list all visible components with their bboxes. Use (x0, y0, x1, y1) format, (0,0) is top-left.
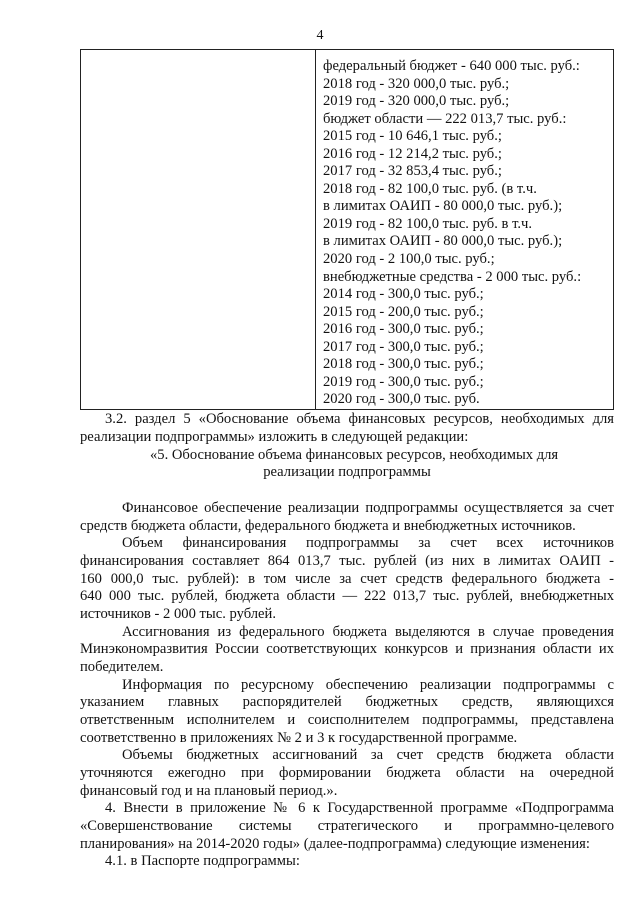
assignments-paragraph-line-3: победителем. (80, 659, 164, 675)
volume-paragraph-line-3: 160 000,0 тыс. рублей): в том числе за счет средств федерального бюджета - (80, 571, 614, 587)
table-cell-line: 2020 год - 2 100,0 тыс. руб.; (323, 251, 495, 268)
table-cell-line: 2018 год - 300,0 тыс. руб.; (323, 356, 484, 373)
volume-paragraph-line-2: финансирования составляет 864 013,7 тыс. рублей (из них в лимитах ОАИП - (80, 553, 614, 569)
table-cell-line: 2020 год - 300,0 тыс. руб. (323, 391, 480, 408)
table-cell-line: 2019 год - 300,0 тыс. руб.; (323, 373, 484, 390)
info-paragraph-line-1: Информация по ресурсному обеспечению реализации подпрограммы с (122, 677, 614, 693)
table-cell-line: 2015 год - 10 646,1 тыс. руб.; (323, 128, 502, 145)
volume-paragraph-line-1: Объем финансирования подпрограммы за счет всех источников (122, 535, 614, 551)
section-heading-line-1: «5. Обоснование объема финансовых ресурсов, необходимых для (150, 447, 559, 463)
volumes-paragraph-line-3: финансовый год и на плановый период.». (80, 783, 338, 799)
table-cell-line: 2017 год - 32 853,4 тыс. руб.; (323, 163, 502, 180)
item-4-1-line-1: 4.1. в Паспорте подпрограммы: (105, 853, 300, 869)
info-paragraph-line-3: ответственным исполнителем и соисполнителем подпрограммы, представлена (80, 712, 614, 728)
table-column-divider (315, 50, 316, 409)
volumes-paragraph-line-1: Объемы бюджетных ассигнований за счет средств бюджета области (122, 747, 614, 763)
financing-paragraph-line-1: Финансовое обеспечение реализации подпрограммы осуществляется за счет (122, 500, 614, 516)
table-cell-line: 2016 год - 300,0 тыс. руб.; (323, 321, 484, 338)
table-cell-line: в лимитах ОАИП - 80 000,0 тыс. руб.); (323, 233, 563, 250)
table-cell-line: 2019 год - 320 000,0 тыс. руб.; (323, 93, 510, 110)
table-cell-line: 2016 год - 12 214,2 тыс. руб.; (323, 145, 502, 162)
table-cell-line: 2014 год - 300,0 тыс. руб.; (323, 286, 484, 303)
financing-paragraph-line-2: средств бюджета области, федерального бюджета и внебюджетных источников. (80, 518, 576, 534)
item-4-line-1: 4. Внести в приложение № 6 к Государственной программе «Подпрограмма (105, 800, 614, 816)
item-4-line-2: «Совершенствование системы стратегического и программно-целевого (80, 818, 614, 834)
volume-paragraph-line-5: источников - 2 000 тыс. рублей. (80, 606, 276, 622)
table-cell-line: федеральный бюджет - 640 000 тыс. руб.: (323, 58, 580, 74)
budget-table (80, 49, 614, 410)
table-cell-line: 2019 год - 82 100,0 тыс. руб. в т.ч. (323, 215, 532, 232)
paragraph-3-2-line-2: реализации подпрограммы» изложить в следующей редакции: (80, 429, 469, 445)
table-cell-line: 2017 год - 300,0 тыс. руб.; (323, 338, 484, 355)
table-cell-line: в лимитах ОАИП - 80 000,0 тыс. руб.); (323, 198, 563, 215)
page-number: 4 (316, 28, 324, 43)
item-4-line-3: планирования» на 2014-2020 годы» (далее-подпрограмма) следующие изменения: (80, 836, 590, 852)
table-cell-line: 2018 год - 320 000,0 тыс. руб.; (323, 75, 510, 92)
volumes-paragraph-line-2: уточняются ежегодно при формировании бюджета области на очередной (80, 765, 614, 781)
table-cell-line: 2018 год - 82 100,0 тыс. руб. (в т.ч. (323, 180, 537, 197)
assignments-paragraph-line-2: Минэкономразвития России соответствующих конкурсов и признания области их (80, 641, 614, 657)
section-heading-line-2: реализации подпрограммы (263, 464, 431, 480)
info-paragraph-line-4: соответственно в приложениях № 2 и 3 к государственной программе. (80, 730, 518, 746)
table-cell-line: бюджет области — 222 013,7 тыс. руб.: (323, 110, 567, 127)
table-cell-line: 2015 год - 200,0 тыс. руб.; (323, 303, 484, 320)
volume-paragraph-line-4: 640 000 тыс. рублей, бюджета области — 222 013,7 тыс. рублей, внебюджетных (80, 588, 614, 604)
assignments-paragraph-line-1: Ассигнования из федерального бюджета выделяются в случае проведения (122, 624, 614, 640)
table-cell-line: внебюджетные средства - 2 000 тыс. руб.: (323, 268, 582, 285)
table-right-cell (323, 58, 613, 409)
info-paragraph-line-2: указанием главных распорядителей бюджетных средств, являющихся (80, 694, 614, 710)
paragraph-3-2-line-1: 3.2. раздел 5 «Обоснование объема финансовых ресурсов, необходимых для (105, 411, 614, 427)
